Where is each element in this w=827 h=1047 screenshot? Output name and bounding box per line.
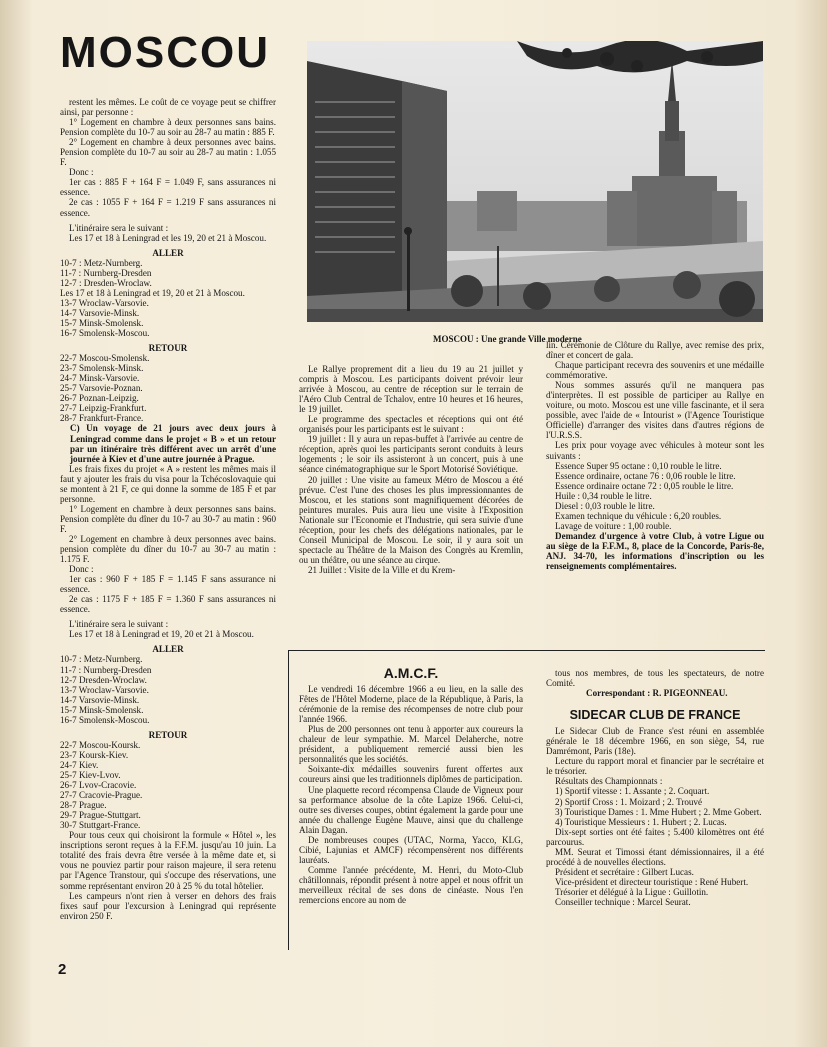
article-paragraph: 16-7 Smolensk-Moscou. (60, 714, 150, 725)
article-paragraph: Les 17 et 18 à Leningrad et 19, 20 et 21 à Moscou. (69, 629, 254, 640)
article-paragraph: 20 juillet : Une visite au fameux Métro de Moscou a été prévue. C'est l'une des choses les plus impressionnantes de Moscou, et les stations sont magnifiquement décorées de peintures murales. Puis aura lieu une visite à l'Exposition Nationale sur l'Economie et l'Industrie, qui sera suivie d'une réception, pour les chefs des délégations nationales, par le Conseil Municipal de Moscou. Le soir, il y aura soit un spectacle au Théâtre de la Maison des Congrès au Kremlin, ou un théâtre, ou une séance au cirque. (299, 474, 523, 565)
article-paragraph: 2e cas : 1055 F + 164 F = 1.219 F sans assurances ni essence. (60, 197, 276, 218)
article-paragraph: 28-7 Prague. (60, 800, 107, 811)
amcf-paragraph: Comme l'année précédente, M. Henri, du Moto-Club châtillonnais, répondit présent à notre appel et nous offrit un merveilleux récital de ses dons de cinéaste. Nous l'en remercions encore au nom de (299, 864, 523, 906)
article-paragraph: Examen technique du véhicule : 6,20 roubles. (555, 510, 722, 521)
sidecar-paragraph: Conseiller technique : Marcel Seurat. (555, 896, 691, 907)
sidecar-paragraph: 1) Sportif vitesse : 1. Assante ; 2. Coquart. (555, 786, 710, 797)
article-paragraph: 19 juillet : Il y aura un repas-buffet à l'arrivée au centre de réception, après quoi les participants seront conduits à leurs logements ; le soir ils assisteront à un concert, puis à une séance cinématographique sur le Sport Motorisé Soviétique. (299, 434, 523, 475)
article-paragraph: 23-7 Koursk-Kiev. (60, 749, 129, 760)
article-paragraph: RETOUR (148, 729, 188, 740)
article-paragraph: 13-7 Wroclaw-Varsovie. (60, 684, 149, 695)
column-right (546, 340, 764, 571)
sidecar-paragraph: Trésorier et délégué à la Ligue : Guillotin. (555, 886, 709, 897)
article-paragraph: Le Rallye proprement dit a lieu du 19 au 21 juillet y compris à Moscou. Les participants doivent prévoir leur arrivée à Moscou, au centre de réception sur le terrain de l'Aéro Club Central de Tchalov, entre 10 heures et 16 heures, le 19 juillet. (299, 364, 523, 415)
article-paragraph: 1er cas : 960 F + 185 F = 1.145 F sans assurance ni essence. (60, 574, 276, 595)
article-paragraph: 2° Logement en chambre à deux personnes avec bains. Pension complète du 10-7 au soir au 28-7 au matin : 1.055 F. (60, 137, 276, 168)
article-paragraph: Huile : 0,34 rouble le litre. (555, 490, 652, 501)
amcf-paragraph: De nombreuses coupes (UTAC, Norma, Yacco, KLG, Cibié, Lajunias et AMCF) récompensèrent nos différents lauréats. (299, 834, 523, 865)
article-paragraph: 2e cas : 1175 F + 185 F = 1.360 F sans assurances ni essence. (60, 594, 276, 615)
sidecar-paragraph: Vice-président et directeur touristique : René Hubert. (555, 876, 749, 887)
article-paragraph: Nous sommes assurés qu'il ne manquera pas d'interprètes. Il est possible de participer au Rallye en voiture, ou moto. Moscou est une ville fascinante, et il sera possible, avec l'aide de « Intourist » (l'Agence Touristique Officielle) d'arranger des visites dans d'autres régions de l'U.R.S.S. (546, 380, 764, 441)
article-paragraph: 27-7 Cracovie-Prague. (60, 790, 143, 801)
amcf-correspondent: Correspondant : R. PIGEONNEAU. (586, 688, 728, 699)
article-paragraph: 14-7 Varsovie-Minsk. (60, 307, 140, 318)
article-paragraph: Les 17 et 18 à Leningrad et les 19, 20 et 21 à Moscou. (69, 232, 267, 243)
moscow-photo (307, 41, 763, 322)
sidecar-paragraph: Président et secrétaire : Gilbert Lucas. (555, 866, 694, 877)
sidecar-paragraph: 4) Touristique Messieurs : 1. Hubert ; 2. Lucas. (555, 816, 727, 827)
article-paragraph: 2° Logement en chambre à deux personnes avec bains. pension complète du dîner du 10-7 au 30-7 au matin : 1.175 F. (60, 533, 276, 565)
amcf-body (299, 684, 523, 905)
article-paragraph: 1° Logement en chambre à deux personnes sans bains. Pension complète du dîner du 10-7 au 30-7 au matin : 960 F. (60, 503, 276, 534)
article-paragraph: 21 Juillet : Visite de la Ville et du Krem- (308, 564, 456, 575)
article-paragraph: 29-7 Prague-Stuttgart. (60, 810, 141, 821)
column-middle (299, 364, 523, 575)
article-paragraph: 24-7 Kiev. (60, 759, 99, 770)
article-paragraph: Les campeurs n'ont rien à verser en dehors des frais fixes sauf pour l'excursion à Leningrad qui représente environ 250 F. (60, 890, 276, 921)
sidecar-paragraph: MM. Seurat et Timossi étant démissionnaires, il a été procédé à de nouvelles élections. (546, 846, 764, 867)
amcf-paragraph: Le vendredi 16 décembre 1966 a eu lieu, en la salle des Fêtes de l'Hôtel Moderne, place de la République, à Paris, la cérémonie de la remise des récompenses de notre club pour l'année 1966. (299, 684, 523, 725)
article-paragraph: 25-7 Kiev-Lvov. (60, 770, 121, 780)
article-paragraph: C) Un voyage de 21 jours avec deux jours à Leningrad comme dans le projet « B » et un retour par un itinéraire très différent avec un arrêt d'une journée à Kiev et d'une autre journée à Prague. (70, 423, 276, 464)
article-paragraph: 1° Logement en chambre à deux personnes sans bains. Pension complète du 10-7 au soir au 28-7 au matin : 885 F. (60, 117, 276, 138)
article-paragraph: 30-7 Stuttgart-France. (60, 820, 141, 831)
sidecar-paragraph: Lecture du rapport moral et financier par le secrétaire et le trésorier. (546, 756, 764, 777)
article-paragraph: 23-7 Smolensk-Minsk. (60, 363, 144, 374)
article-paragraph: Lavage de voiture : 1,00 rouble. (555, 520, 672, 531)
article-paragraph: Donc : (69, 564, 94, 575)
section-vertical-rule (288, 650, 289, 950)
article-paragraph: 22-7 Moscou-Smolensk. (60, 353, 150, 364)
article-paragraph: restent les mêmes. Le coût de ce voyage peut se chiffrer ainsi, par personne : (60, 97, 276, 118)
article-paragraph: 11-7 : Nurnberg-Dresden (60, 267, 152, 278)
article-paragraph: 26-7 Poznan-Leipzig. (60, 393, 139, 404)
article-paragraph: Essence Super 95 octane : 0,10 rouble le litre. (555, 460, 722, 471)
sidecar-club-title: SIDECAR CLUB DE FRANCE (569, 708, 741, 723)
article-paragraph: 12-7 : Dresden-Wroclaw. (60, 277, 152, 288)
article-paragraph: 11-7 : Nurnberg-Dresden (60, 664, 152, 675)
article-paragraph: 15-7 Minsk-Smolensk. (60, 704, 144, 715)
article-paragraph: Le programme des spectacles et réceptions qui ont été organisés pour les participants est le suivant : (299, 414, 523, 435)
article-paragraph: Les prix pour voyage avec véhicules à moteur sont les suivants : (546, 440, 764, 461)
article-paragraph: Chaque participant recevra des souvenirs et une médaille commémorative. (546, 360, 764, 381)
article-paragraph: Pour tous ceux qui choisiront la formule « Hôtel », les inscriptions seront reçues à la F.F.M. jusqu'au 10 juin. La totalité des frais devra être versée à la même date et, si vous ne pouviez partir pour raison majeure, il sera retenu par l'Agence Transtour, qui s'occupe des réservations, une somme représentant environ 20 à 25 % du total hôtelier. (60, 830, 276, 891)
sidecar-paragraph: Dix-sept sorties ont été faites ; 5.400 kilomètres ont été parcourus. (546, 826, 764, 847)
article-paragraph: 27-7 Leipzig-Frankfurt. (60, 403, 147, 414)
article-paragraph: 1er cas : 885 F + 164 F = 1.049 F, sans assurances ni essence. (60, 177, 276, 198)
article-paragraph: 13-7 Wroclaw-Varsovie. (60, 297, 149, 308)
photo-caption: MOSCOU : Une grande Ville moderne (433, 334, 582, 344)
page-title: MOSCOU (60, 28, 270, 77)
amcf-closing-text: tous nos membres, de tous les spectateurs, de notre Comité. (546, 668, 764, 689)
article-paragraph: 10-7 : Metz-Nurnberg. (60, 654, 143, 665)
amcf-paragraph: Soixante-dix médailles souvenirs furent offertes aux coureurs ainsi que les traditionnels diplômes de participation. (299, 764, 523, 785)
article-paragraph: Les 17 et 18 à Leningrad et 19, 20 et 21 à Moscou. (60, 287, 245, 298)
article-paragraph: 16-7 Smolensk-Moscou. (60, 328, 150, 339)
article-paragraph: 26-7 Lvov-Cracovie. (60, 780, 137, 791)
sidecar-paragraph: Le Sidecar Club de France s'est réuni en assemblée générale le 18 décembre 1966, en son siège, 54, rue Damrémont, Paris (18e). (546, 726, 764, 757)
article-paragraph: ALLER (152, 644, 184, 655)
amcf-paragraph: Une plaquette record récompensa Claude de Vigneux pour sa performance absolue de la côte Lapize 1966. Celui-ci, outre ses diverses coupes, obtint également la garde pour une année du challenge Eugène Mauve, ainsi que du challenge Alain Dagan. (299, 784, 523, 835)
sidecar-paragraph: 3) Touristique Dames : 1. Mme Hubert ; 2. Mme Gobert. (555, 806, 762, 817)
column-left (60, 97, 276, 921)
article-paragraph: 14-7 Varsovie-Minsk. (60, 694, 140, 705)
article-paragraph: Diesel : 0,03 rouble le litre. (555, 500, 655, 511)
article-paragraph: Essence ordinaire, octane 76 : 0,06 rouble le litre. (555, 470, 736, 481)
article-paragraph: Essence ordinaire octane 72 : 0,05 rouble le litre. (555, 480, 734, 491)
article-paragraph: ALLER (152, 247, 184, 258)
sidecar-paragraph: 2) Sportif Cross : 1. Moizard ; 2. Trouvé (555, 796, 703, 807)
article-paragraph: 15-7 Minsk-Smolensk. (60, 317, 144, 328)
sidecar-paragraph: Résultats des Championnats : (555, 776, 663, 787)
article-paragraph: 25-7 Varsovie-Poznan. (60, 383, 143, 394)
amcf-title: A.M.C.F. (383, 665, 439, 681)
article-paragraph: 28-7 Frankfurt-France. (60, 413, 144, 424)
section-divider (288, 650, 765, 651)
moscow-cityscape-image (307, 41, 763, 322)
article-paragraph: 10-7 : Metz-Nurnberg. (60, 257, 143, 268)
article-paragraph: 12-7 Dresden-Wroclaw. (60, 674, 147, 685)
column-right-lower (546, 668, 764, 907)
article-paragraph: RETOUR (148, 343, 188, 354)
article-paragraph: Donc : (69, 167, 94, 178)
article-paragraph: 24-7 Minsk-Varsovie. (60, 373, 140, 384)
article-paragraph: L'itinéraire sera le suivant : (69, 619, 169, 630)
article-paragraph: Les frais fixes du projet « A » restent les mêmes mais il faut y ajouter les frais du visa pour la Tchécoslovaquie qui se montent à 21 F, ce qui donne la somme de 185 F et par personne. (60, 463, 276, 504)
sidecar-body (546, 726, 764, 907)
amcf-paragraph: Plus de 200 personnes ont tenu à apporter aux coureurs la chaleur de leur sympathie. M. Marcel Delaherche, notre président, a publiquement remercié aussi bien les personnalités que les sociétés. (299, 724, 523, 765)
article-paragraph: 22-7 Moscou-Koursk. (60, 739, 141, 750)
article-paragraph: Demandez d'urgence à votre Club, à votre Ligue ou au siège de la F.F.M., 8, place de la Concorde, Paris-8e, ANJ. 34-70, les informations d'inscription ou les renseignements complémentaires. (546, 530, 764, 572)
amcf-section (299, 665, 523, 906)
article-paragraph: L'itinéraire sera le suivant : (69, 222, 169, 233)
article-paragraph: lin. Cérémonie de Clôture du Rallye, avec remise des prix, dîner et concert de gala. (546, 340, 764, 361)
page-number: 2 (58, 961, 67, 978)
